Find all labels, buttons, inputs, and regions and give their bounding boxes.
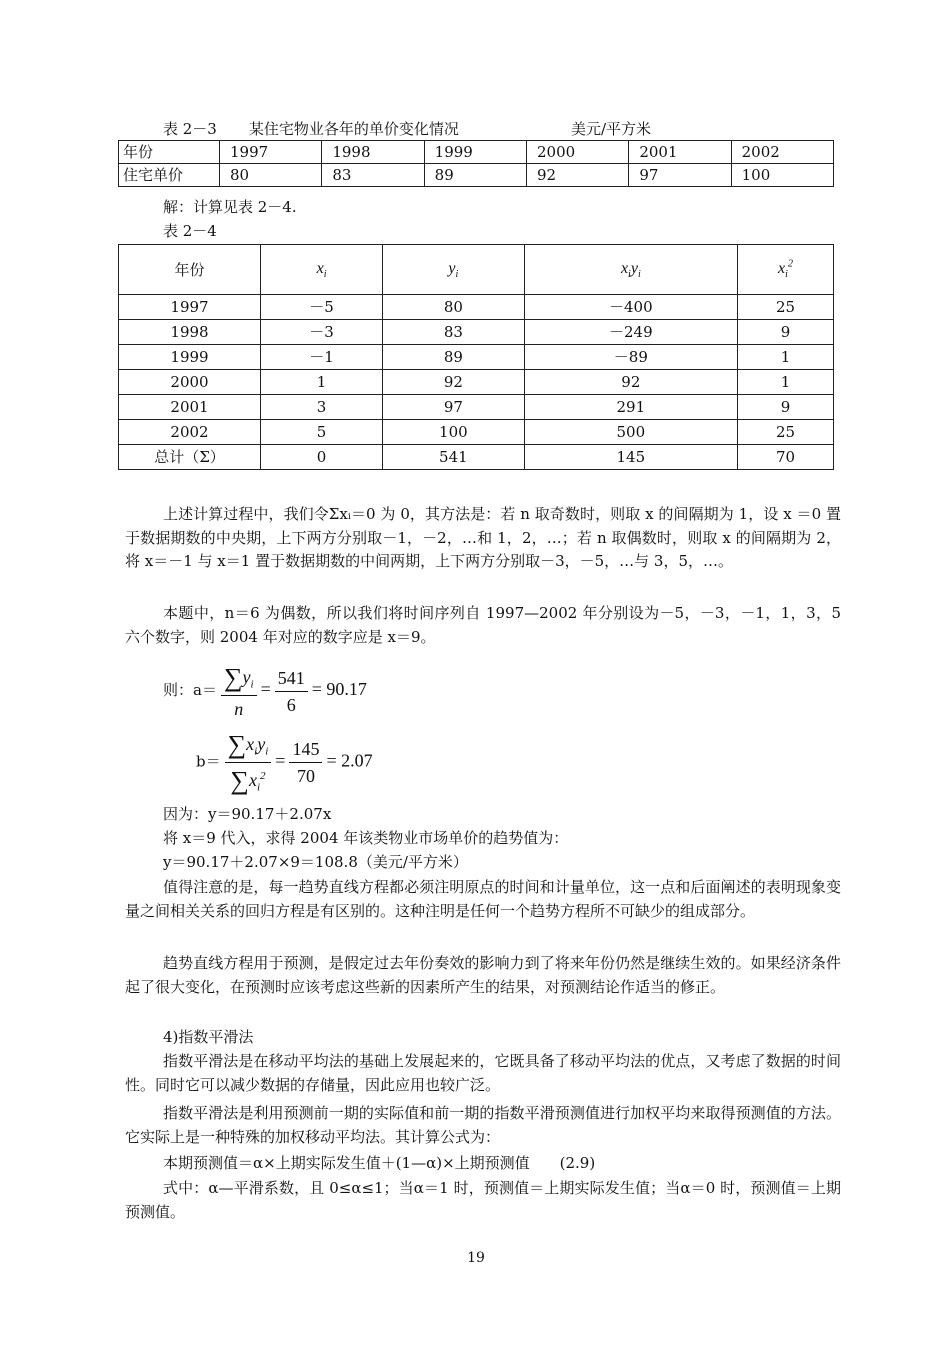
table-cell: 1999 xyxy=(119,345,261,370)
caption-title: 某住宅物业各年的单价变化情况 xyxy=(248,120,459,138)
table-cell: 年份 xyxy=(119,141,220,164)
formula-2-9: 本期预测值＝α×上期实际发生值＋(1—α)×上期预测值 (2.9) xyxy=(163,1154,596,1172)
paragraph-exp-definition: 指数平滑法是利用预测前一期的实际值和前一期的指数平滑预测值进行加权平均来取得预测值的方法。它实际上是一种特殊的加权移动平均法。其计算公式为： xyxy=(125,1104,841,1146)
table-cell: 92 xyxy=(383,370,525,395)
header-xiyi: $x_iy_i$ xyxy=(524,245,737,295)
table-cell: 1 xyxy=(261,370,383,395)
table-cell: －249 xyxy=(524,320,737,345)
table-cell: 500 xyxy=(524,420,737,445)
table-cell: 2001 xyxy=(119,395,261,420)
table-cell: －89 xyxy=(524,345,737,370)
table-cell: 25 xyxy=(737,420,833,445)
paragraph-note: 值得注意的是，每一趋势直线方程都必须注明原点的时间和计量单位，这一点和后面阐述的表明现象变量之间相关关系的回归方程是有区别的。这种注明是任何一个趋势方程所不可缺少的组成部分。 xyxy=(125,878,841,920)
formula-b: b＝ $\frac{\sum x_iy_i}{\sum x_i^2}$ = $\frac{145}{70}$ = 2.07 xyxy=(196,730,373,795)
table-cell: 2000 xyxy=(119,370,261,395)
paragraph-forecast: 趋势直线方程用于预测，是假定过去年份奏效的影响力到了将来年份仍然是继续生效的。如果经济条件起了很大变化，在预测时应该考虑这些新的因素所产生的结果，对预测结论作适当的修正。 xyxy=(125,954,841,996)
paragraph-exp-smoothing: 指数平滑法是在移动平均法的基础上发展起来的，它既具备了移动平均法的优点，又考虑了数据的时间性。同时它可以减少数据的存储量，因此应用也较广泛。 xyxy=(125,1052,841,1094)
substitution-line: 将 x＝9 代入，求得 2004 年该类物业市场单价的趋势值为： xyxy=(163,829,569,847)
result-line: y＝90.17＋2.07×9＝108.8（美元/平方米） xyxy=(163,853,468,871)
table-cell: 2000 xyxy=(526,141,628,164)
table-row xyxy=(119,370,834,395)
formula-b-prefix: b＝ xyxy=(196,752,221,771)
table-cell: 25 xyxy=(737,295,833,320)
header-year: 年份 xyxy=(119,245,261,295)
table-row xyxy=(119,395,834,420)
table-cell: 97 xyxy=(383,395,525,420)
table-cell: 541 xyxy=(383,445,525,470)
table-cell: 1998 xyxy=(119,320,261,345)
table-cell: 9 xyxy=(737,395,833,420)
table-cell: 70 xyxy=(737,445,833,470)
table-row xyxy=(119,320,834,345)
paragraph-example: 本题中，n＝6 为偶数，所以我们将时间序列自 1997—2002 年分别设为－5，－3，－1，1，3，5 六个数字，则 2004 年对应的数字应是 x＝9。 xyxy=(125,604,841,646)
fraction: $\frac{\sum y_i}{n}$ xyxy=(221,663,257,720)
table-cell: 1999 xyxy=(424,141,526,164)
fraction xyxy=(289,739,322,787)
table-row xyxy=(119,420,834,445)
table-cell: 2002 xyxy=(119,420,261,445)
table-cell: 80 xyxy=(383,295,525,320)
formula-a-result: = 90.17 xyxy=(311,678,367,699)
table-row xyxy=(119,295,834,320)
table-row xyxy=(119,345,834,370)
formula-a: 则：a＝ $\frac{\sum y_i}{n}$ = $\frac{541}{6}$ = 90.17 xyxy=(163,663,367,719)
table-cell: －5 xyxy=(261,295,383,320)
table-cell: 145 xyxy=(524,445,737,470)
solution-line: 解：计算见表 2－4. xyxy=(163,198,297,216)
header-xi-squared: $x_i^2$ xyxy=(737,245,833,295)
table-cell: 100 xyxy=(383,420,525,445)
table-cell: 1997 xyxy=(220,141,322,164)
table-cell: 92 xyxy=(524,370,737,395)
table-cell: 住宅单价 xyxy=(119,164,220,187)
table-cell: 9 xyxy=(737,320,833,345)
table-cell: －400 xyxy=(524,295,737,320)
table-cell: 3 xyxy=(261,395,383,420)
table-total-row xyxy=(119,445,834,470)
table-cell: －1 xyxy=(261,345,383,370)
table-cell: 2001 xyxy=(629,141,731,164)
caption-unit: 美元/平方米 xyxy=(571,120,652,138)
table-cell: －3 xyxy=(261,320,383,345)
table-cell: 1997 xyxy=(119,295,261,320)
header-yi: $y_i$ xyxy=(383,245,525,295)
table-cell: 0 xyxy=(261,445,383,470)
table-cell: 1998 xyxy=(322,141,424,164)
table-cell: 1 xyxy=(737,345,833,370)
paragraph-method: 上述计算过程中，我们令Σxᵢ＝0 为 0，其方法是：若 n 取奇数时，则取 x 的间隔期为 1，设 x ＝0 置于数据期数的中央期，上下两方分别取－1，－2，…和 1，2，…；若 n 取偶数时，则取 x 的间隔期为 2，将 x＝－1 与 x＝1 置于数据期数的中间两期，上下两方分别取－3，－5，…与 3，5，…。 xyxy=(125,505,841,570)
table-2-3-caption xyxy=(163,119,652,139)
calculation-table xyxy=(118,244,834,470)
section-heading: 4)指数平滑法 xyxy=(163,1028,254,1046)
table-cell: 2002 xyxy=(731,141,833,164)
table-header-row xyxy=(119,245,834,295)
denominator: 6 xyxy=(286,694,296,715)
table-row xyxy=(119,141,834,164)
table-cell: 89 xyxy=(424,164,526,187)
fraction: $\frac{\sum x_iy_i}{\sum x_i^2}$ xyxy=(225,730,272,796)
table-cell: 100 xyxy=(731,164,833,187)
table-cell: 97 xyxy=(629,164,731,187)
formula-b-result: = 2.07 xyxy=(326,750,373,771)
paragraph-alpha: 式中：α—平滑系数，且 0≤α≤1；当α＝1 时，预测值＝上期实际发生值；当α＝0 时，预测值＝上期预测值。 xyxy=(125,1179,841,1221)
page-number: 19 xyxy=(467,1250,485,1266)
header-xi: $x_i$ xyxy=(261,245,383,295)
table-cell: 89 xyxy=(383,345,525,370)
table-cell: 总计（Σ） xyxy=(119,445,261,470)
table-row xyxy=(119,164,834,187)
table-cell: 83 xyxy=(322,164,424,187)
table-cell: 80 xyxy=(220,164,322,187)
fraction xyxy=(275,668,308,716)
table-cell: 1 xyxy=(737,370,833,395)
numerator: 541 xyxy=(275,668,308,692)
formula-a-prefix: 则：a＝ xyxy=(163,680,217,699)
table-2-4-caption: 表 2－4 xyxy=(163,222,217,240)
table-cell: 92 xyxy=(526,164,628,187)
price-table xyxy=(118,140,834,187)
denominator: 70 xyxy=(296,766,315,786)
table-cell: 291 xyxy=(524,395,737,420)
table-cell: 5 xyxy=(261,420,383,445)
numerator: 145 xyxy=(289,739,322,763)
caption-number: 表 2－3 xyxy=(163,120,217,138)
because-line: 因为：y＝90.17＋2.07x xyxy=(163,805,332,823)
table-cell: 83 xyxy=(383,320,525,345)
